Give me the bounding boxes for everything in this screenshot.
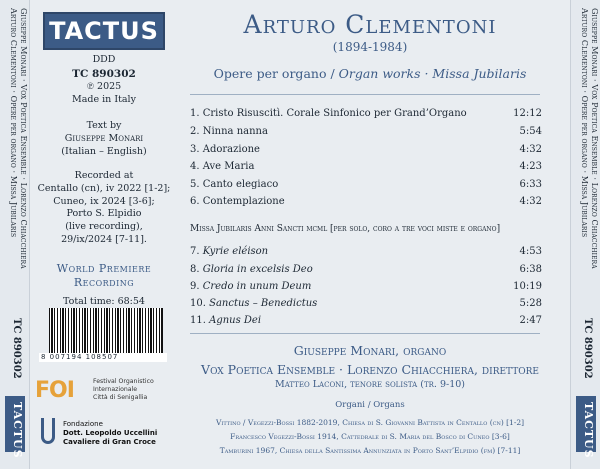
premiere-line-1: World Premiere — [56, 262, 152, 275]
track-number: 11. — [190, 315, 210, 326]
track-duration: 10:19 — [513, 281, 542, 292]
festival-mark-icon: FOI — [35, 378, 74, 403]
track-title: 2. Ninna nanna — [190, 126, 268, 137]
rec-line-4: Porto S. Elpidio — [66, 208, 142, 220]
rec-line-2: Centallo (cn), iv 2022 [1-2]; — [37, 182, 171, 194]
barcode — [39, 308, 167, 364]
track-name: Agnus Dei — [209, 315, 262, 326]
track-duration: 5:54 — [519, 126, 542, 137]
barcode-bars — [49, 308, 163, 354]
organs-heading: Organi / Organs — [335, 400, 405, 410]
organ-line-1: Vittino / Vegezzi-Bossi 1882-2019, Chiesa di S. Giovanni Battista in Centallo (cn) [1-2] — [215, 418, 525, 427]
track-name: Kyrie eléison — [202, 246, 269, 257]
spine-right-line2: Giuseppe Monari · Vox Poetica Ensemble · Lorenzo Chiacchiera — [590, 8, 599, 269]
release-info — [35, 54, 173, 107]
spine-left-logo — [5, 396, 25, 459]
organ-line-2: Francesco Vegezzi-Bossi 1914, Cattedrale di S. Maria del Bosco di Cuneo [3-6] — [230, 432, 510, 441]
track-duration: 4:32 — [519, 144, 542, 155]
track-title: 1. Cristo Risuscitì. Corale Sinfonico per Grand’Organo — [190, 108, 467, 119]
festival-line-2: Internazionale — [93, 386, 138, 394]
spine-right-line1: Arturo Clementoni · Opere per organo · Missa Jubilaris — [580, 8, 589, 238]
tactus-logo: TACTUS — [43, 12, 165, 50]
rec-line-1: Recorded at — [74, 170, 134, 181]
made-in: Made in Italy — [72, 93, 136, 105]
track-title — [190, 246, 268, 257]
composer-dates: (1894-1984) — [332, 40, 408, 54]
track-number: 10. — [190, 298, 210, 309]
world-premiere — [35, 262, 173, 291]
track-name: Gloria in excelsis Deo — [202, 264, 313, 275]
track-duration: 4:32 — [519, 196, 542, 207]
foundation-line-1: Fondazione — [63, 420, 103, 428]
barcode-digits: 8 007194 108507 — [39, 353, 167, 362]
spine-left-logo-text: TACTUS — [11, 402, 24, 459]
track-title — [190, 315, 261, 326]
catalog-number: TC 890302 — [72, 67, 136, 80]
right-spine — [570, 0, 600, 469]
organ-line-3: Tamburini 1967, Chiesa della Santissima Annunziata in Porto Sant’Elpidio (fm) [7-11] — [219, 446, 521, 455]
track-title — [190, 281, 311, 292]
track-title: 4. Ave Maria — [190, 161, 255, 172]
track-duration: 2:47 — [519, 315, 542, 326]
track-title — [190, 264, 313, 275]
track-number: 8. — [190, 264, 203, 275]
spine-left-line1: Arturo Clementoni · Opere per organo · Missa Jubilaris — [9, 8, 18, 238]
text-credit — [35, 120, 173, 158]
track-duration: 6:38 — [519, 264, 542, 275]
foundation-text — [63, 420, 157, 446]
track-number: 9. — [190, 281, 203, 292]
label-column — [31, 0, 175, 469]
spine-right-logo — [576, 396, 596, 459]
recording-info — [35, 170, 173, 247]
left-spine — [0, 0, 30, 469]
track-duration: 4:23 — [519, 161, 542, 172]
subtitle-english: Organ works · Missa Jubilaris — [338, 66, 527, 81]
track-name: Sanctus – Benedictus — [209, 298, 318, 309]
track-title: 5. Canto elegiaco — [190, 179, 279, 190]
copyright-year: ℗ 2025 — [86, 80, 122, 92]
divider-bottom — [190, 333, 540, 334]
divider-top — [190, 94, 540, 95]
rec-line-5: (live recording), — [65, 221, 143, 233]
festival-line-3: Città di Senigallia — [93, 394, 148, 402]
rec-line-3: Cuneo, ix 2024 [3-6]; — [53, 195, 155, 207]
credit-organist: Giuseppe Monari, organo — [293, 343, 447, 358]
ddd-label: DDD — [92, 54, 116, 65]
track-duration: 12:12 — [513, 108, 542, 119]
total-time: Total time: 68:54 — [63, 296, 145, 307]
foundation-logo — [35, 416, 173, 464]
text-by-label: Text by — [86, 120, 122, 131]
text-author: Giuseppe Monari — [64, 132, 144, 144]
missa-heading: Missa Jubilaris Anni Sancti mcml [per solo, coro a tre voci miste e organo] — [190, 224, 501, 234]
composer-name: Arturo Clementoni — [243, 10, 497, 39]
track-title: 6. Contemplazione — [190, 196, 285, 207]
spine-left-line2: Giuseppe Monari · Vox Poetica Ensemble · Lorenzo Chiacchiera — [19, 8, 28, 269]
rec-line-6: 29/ix/2024 [7-11]. — [61, 234, 147, 246]
foundation-u-icon — [41, 418, 55, 444]
credit-soloist: Matteo Laconi, tenore solista (tr. 9-10) — [274, 379, 465, 390]
spine-right-logo-text: TACTUS — [582, 402, 595, 459]
track-duration: 6:33 — [519, 179, 542, 190]
track-title: 3. Adorazione — [190, 144, 260, 155]
tracklist-panel — [180, 0, 560, 469]
text-languages: (Italian – English) — [61, 145, 147, 157]
track-duration: 4:53 — [519, 246, 542, 257]
festival-line-1: Festival Organistico — [93, 378, 154, 385]
premiere-line-2: Recording — [73, 276, 135, 290]
track-title — [190, 298, 317, 309]
foundation-line-2: Dott. Leopoldo Uccellini — [63, 428, 158, 437]
track-duration: 5:28 — [519, 298, 542, 309]
credit-ensemble: Vox Poetica Ensemble · Lorenzo Chiacchiera, direttore — [201, 362, 539, 377]
spine-right-catalog: TC 890302 — [582, 318, 593, 379]
festival-text — [93, 378, 154, 402]
spine-left-catalog: TC 890302 — [11, 318, 22, 379]
foundation-line-3: Cavaliere di Gran Croce — [63, 437, 156, 446]
festival-logo — [35, 372, 173, 412]
album-subtitle — [180, 66, 560, 81]
subtitle-italian: Opere per organo / — [213, 66, 339, 81]
track-number: 7. — [190, 246, 203, 257]
track-name: Credo in unum Deum — [202, 281, 312, 292]
